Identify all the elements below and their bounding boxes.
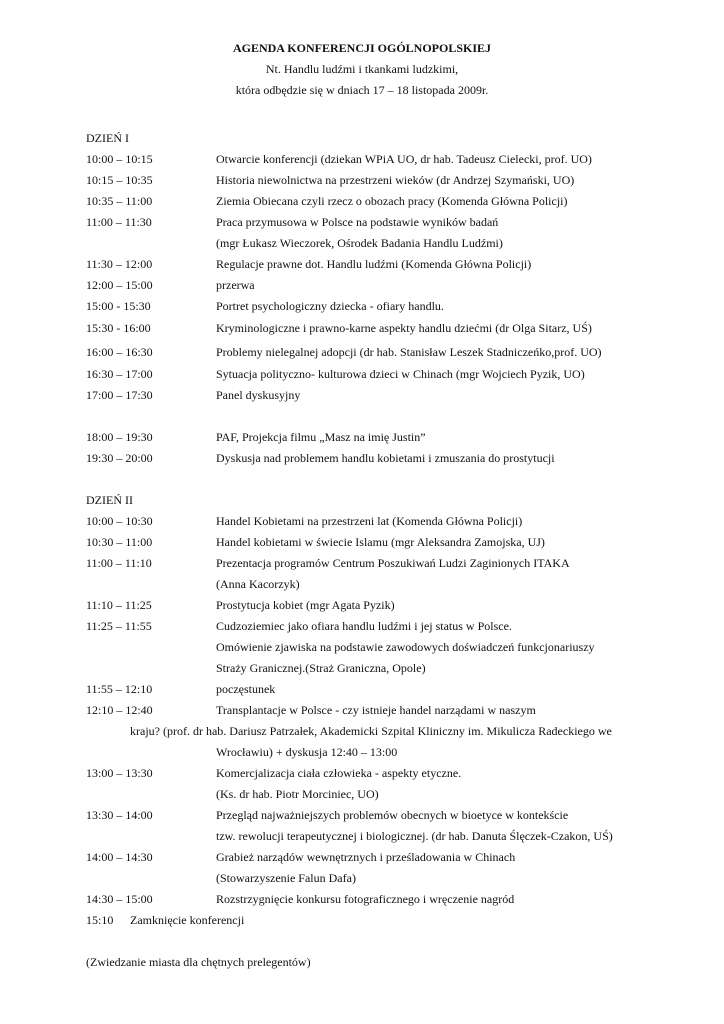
agenda-time: 10:30 – 11:00 [86, 535, 153, 549]
agenda-item-text: Prostytucja kobiet (mgr Agata Pyzik) [216, 598, 395, 612]
agenda-time: 15:00 - 15:30 [86, 299, 151, 313]
page-subtitle: Nt. Handlu ludźmi i tkankami ludzkimi, [265, 62, 459, 76]
agenda-time: 11:00 – 11:30 [86, 215, 152, 229]
agenda-item-text: PAF, Projekcja filmu „Masz na imię Justin” [216, 430, 426, 444]
agenda-item-text: poczęstunek [216, 682, 276, 696]
agenda-time: 10:00 – 10:15 [86, 152, 153, 166]
agenda-time: 12:10 – 12:40 [86, 703, 153, 717]
agenda-item-text: Transplantacje w Polsce - czy istnieje handel narządami w naszym [216, 703, 536, 717]
agenda-time: 14:30 – 15:00 [86, 892, 153, 906]
agenda-item-text: Straży Granicznej.(Straż Graniczna, Opole) [216, 661, 426, 675]
agenda-item-text: Dyskusja nad problemem handlu kobietami i zmuszania do prostytucji [216, 451, 555, 465]
agenda-time: 10:15 – 10:35 [86, 173, 153, 187]
agenda-time: 11:00 – 11:10 [86, 556, 152, 570]
agenda-item-text: kraju? (prof. dr hab. Dariusz Patrzałek, Akademicki Szpital Kliniczny im. Mikulicza Radeckiego we [130, 724, 612, 738]
agenda-item-text: Zamknięcie konferencji [130, 913, 245, 927]
agenda-item-text: Przegląd najważniejszych problemów obecnych w bioetyce w kontekście [216, 808, 569, 822]
agenda-item-text: Cudzoziemiec jako ofiara handlu ludźmi i jej status w Polsce. [216, 619, 512, 633]
agenda-item-text: Praca przymusowa w Polsce na podstawie wyników badań [216, 215, 499, 229]
agenda-item-text: Regulacje prawne dot. Handlu ludźmi (Komenda Główna Policji) [216, 257, 532, 271]
agenda-item-text: Handel kobietami w świecie Islamu (mgr Aleksandra Zamojska, UJ) [216, 535, 545, 549]
agenda-item-text: Handel Kobietami na przestrzeni lat (Komenda Główna Policji) [216, 514, 523, 528]
agenda-time: 10:00 – 10:30 [86, 514, 153, 528]
agenda-time: 12:00 – 15:00 [86, 278, 153, 292]
agenda-item-text: Ziemia Obiecana czyli rzecz o obozach pracy (Komenda Główna Policji) [216, 194, 568, 208]
agenda-time: 11:30 – 12:00 [86, 257, 153, 271]
day-heading: DZIEŃ II [86, 493, 133, 507]
agenda-item-text: Kryminologiczne i prawno-karne aspekty handlu dziećmi (dr Olga Sitarz, UŚ) [216, 321, 592, 335]
day-heading: DZIEŃ I [86, 131, 129, 145]
agenda-item-text: Prezentacja programów Centrum Poszukiwań Ludzi Zaginionych ITAKA [216, 556, 570, 570]
agenda-item-text: Rozstrzygnięcie konkursu fotograficznego i wręczenie nagród [216, 892, 515, 906]
agenda-item-text: (Anna Kacorzyk) [216, 577, 300, 591]
agenda-item-text: Historia niewolnictwa na przestrzeni wieków (dr Andrzej Szymański, UO) [216, 173, 575, 187]
agenda-item-text: Sytuacja polityczno- kulturowa dzieci w Chinach (mgr Wojciech Pyzik, UO) [216, 367, 585, 381]
agenda-item-text: (mgr Łukasz Wieczorek, Ośrodek Badania Handlu Ludźmi) [216, 236, 503, 250]
agenda-item-text: Omówienie zjawiska na podstawie zawodowych doświadczeń funkcjonariuszy [216, 640, 595, 654]
agenda-item-text: Problemy nielegalnej adopcji (dr hab. Stanisław Leszek Stadniczeńko,prof. UO) [216, 345, 602, 359]
agenda-time: 10:35 – 11:00 [86, 194, 153, 208]
agenda-item-text: (Stowarzyszenie Falun Dafa) [216, 871, 356, 885]
footer-note: (Zwiedzanie miasta dla chętnych prelegentów) [86, 955, 311, 969]
agenda-item-text: Portret psychologiczny dziecka - ofiary handlu. [216, 299, 444, 313]
agenda-item-text: Komercjalizacja ciała człowieka - aspekty etyczne. [216, 766, 462, 780]
agenda-item-text: Otwarcie konferencji (dziekan WPiA UO, dr hab. Tadeusz Cielecki, prof. UO) [216, 152, 592, 166]
agenda-item-text: Panel dyskusyjny [216, 388, 301, 402]
agenda-item-text: Grabież narządów wewnętrznych i prześladowania w Chinach [216, 850, 516, 864]
agenda-time: 14:00 – 14:30 [86, 850, 153, 864]
agenda-time: 16:30 – 17:00 [86, 367, 153, 381]
agenda-time: 17:00 – 17:30 [86, 388, 153, 402]
agenda-time: 15:10 [86, 913, 114, 927]
agenda-time: 11:55 – 12:10 [86, 682, 153, 696]
agenda-item-text: tzw. rewolucji terapeutycznej i biologicznej. (dr hab. Danuta Ślęczek-Czakon, UŚ) [216, 829, 613, 843]
agenda-time: 18:00 – 19:30 [86, 430, 153, 444]
agenda-time: 16:00 – 16:30 [86, 345, 153, 359]
agenda-item-text: Wrocławiu) + dyskusja 12:40 – 13:00 [216, 745, 398, 759]
agenda-time: 11:25 – 11:55 [86, 619, 152, 633]
page-title: AGENDA KONFERENCJI OGÓLNOPOLSKIEJ [232, 41, 492, 55]
agenda-time: 11:10 – 11:25 [86, 598, 152, 612]
agenda-item-text: (Ks. dr hab. Piotr Morciniec, UO) [216, 787, 379, 801]
agenda-time: 13:30 – 14:00 [86, 808, 153, 822]
agenda-time: 13:00 – 13:30 [86, 766, 153, 780]
agenda-header [0, 38, 724, 101]
agenda-time: 19:30 – 20:00 [86, 451, 153, 465]
agenda-time: 15:30 - 16:00 [86, 321, 151, 335]
conference-dates: która odbędzie się w dniach 17 – 18 listopada 2009r. [235, 83, 489, 97]
agenda-item-text: przerwa [216, 278, 255, 292]
